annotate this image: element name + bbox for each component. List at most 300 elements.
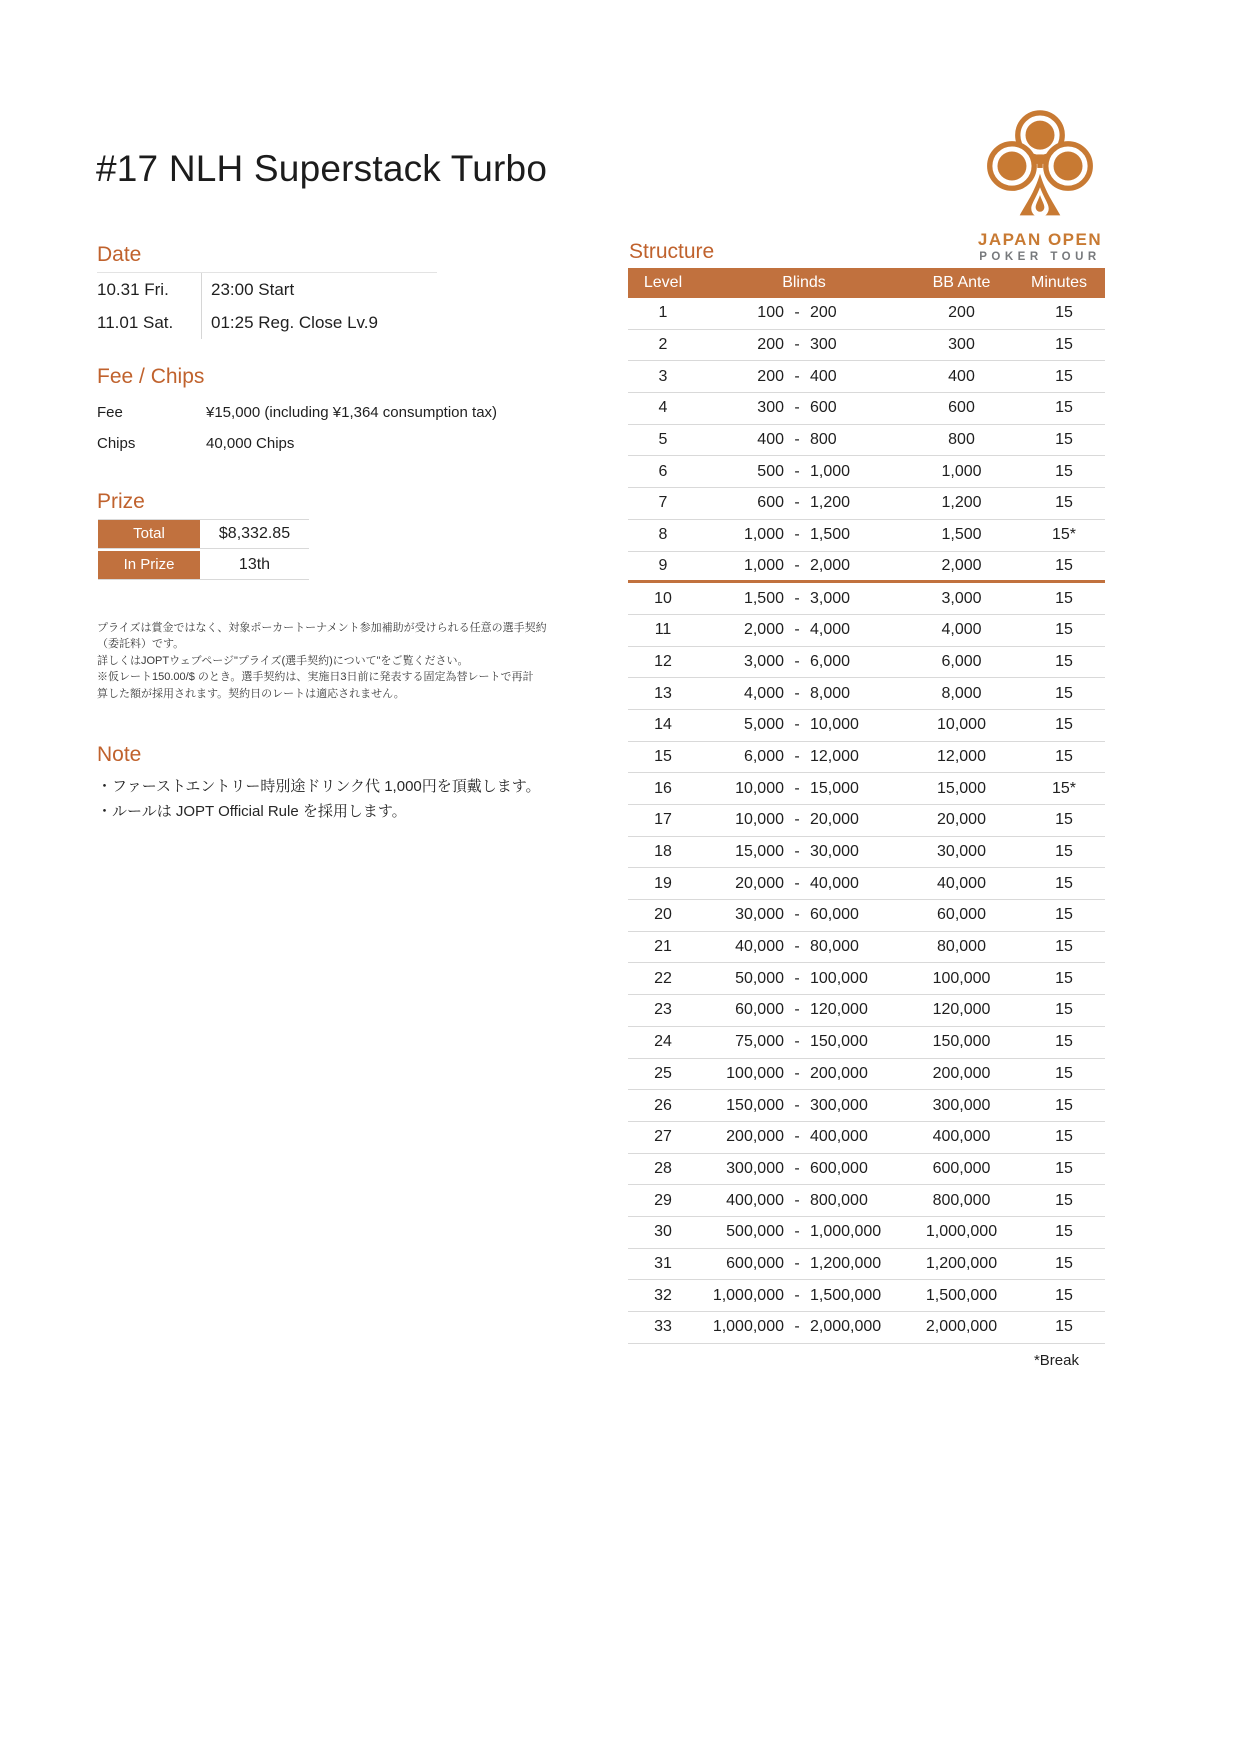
level-cell: 10: [654, 589, 672, 607]
blinds-dash: -: [794, 431, 800, 449]
small-blind: 6,000: [743, 747, 784, 765]
chips-label: Chips: [97, 435, 136, 452]
disclaimer-line: プライズは賞金ではなく、対象ポーカートーナメント参加補助が受けられる任意の選手契約: [97, 622, 547, 634]
blinds-dash: -: [794, 843, 800, 861]
bb-ante-cell: 120,000: [932, 1001, 991, 1019]
column-header-level: Level: [643, 274, 683, 291]
prize-disclaimer: [97, 620, 547, 702]
small-blind: 200,000: [726, 1128, 784, 1146]
structure-level-row: [628, 647, 1105, 679]
bb-ante-cell: 60,000: [937, 906, 986, 924]
blinds-cell: [698, 494, 910, 512]
blinds-cell: [698, 1192, 910, 1210]
minutes-cell: 15: [1055, 1286, 1073, 1304]
blinds-cell: [698, 336, 910, 354]
fee-chips-table: [97, 397, 517, 459]
bb-ante-cell: 2,000: [941, 556, 982, 574]
structure-level-row: [628, 1312, 1105, 1344]
small-blind: 50,000: [735, 969, 784, 987]
blinds-dash: -: [794, 716, 800, 734]
blinds-cell: [698, 526, 910, 544]
structure-level-row: [628, 520, 1105, 552]
bb-ante-cell: 100,000: [932, 969, 991, 987]
minutes-cell: 15: [1055, 938, 1073, 956]
big-blind: 300,000: [810, 1096, 868, 1114]
blinds-dash: -: [794, 938, 800, 956]
blinds-dash: -: [794, 1033, 800, 1051]
fee-value: ¥15,000 (including ¥1,364 consumption tax): [206, 404, 498, 421]
disclaimer-line: （委託料）です。: [97, 638, 185, 651]
blinds-cell: [698, 1287, 910, 1305]
structure-level-row: [628, 1027, 1105, 1059]
blinds-dash: -: [794, 811, 800, 829]
blinds-cell: [698, 1318, 910, 1336]
big-blind: 20,000: [810, 811, 859, 829]
blinds-cell: [698, 875, 910, 893]
level-cell: 24: [654, 1033, 672, 1051]
bb-ante-cell: 40,000: [937, 874, 986, 892]
bb-ante-cell: 600: [948, 399, 975, 417]
bb-ante-cell: 1,000: [941, 462, 982, 480]
small-blind: 1,000: [743, 526, 784, 544]
big-blind: 12,000: [810, 747, 859, 765]
big-blind: 200: [810, 304, 837, 322]
blinds-dash: -: [794, 494, 800, 512]
big-blind: 1,500: [810, 526, 851, 544]
minutes-cell: 15: [1055, 336, 1073, 354]
structure-level-row: [628, 583, 1105, 615]
blinds-dash: -: [794, 336, 800, 354]
bb-ante-cell: 200: [948, 304, 975, 322]
level-cell: 21: [654, 938, 672, 956]
blinds-cell: [698, 463, 910, 481]
small-blind: 200: [757, 336, 784, 354]
bb-ante-cell: 1,500,000: [925, 1286, 998, 1304]
minutes-cell: 15: [1055, 1033, 1073, 1051]
big-blind: 30,000: [810, 843, 859, 861]
bb-ante-cell: 4,000: [941, 621, 982, 639]
structure-level-row: [628, 963, 1105, 995]
big-blind: 400: [810, 367, 837, 385]
level-cell: 33: [654, 1318, 672, 1336]
big-blind: 800,000: [810, 1191, 868, 1209]
small-blind: 200: [757, 367, 784, 385]
structure-level-row: [628, 773, 1105, 805]
structure-level-row: [628, 552, 1105, 584]
structure-level-row: [628, 1059, 1105, 1091]
note-heading: Note: [97, 743, 142, 766]
structure-heading: Structure: [629, 240, 715, 263]
minutes-cell: 15: [1055, 621, 1073, 639]
blinds-cell: [698, 938, 910, 956]
bb-ante-cell: 400,000: [932, 1128, 991, 1146]
level-cell: 9: [658, 556, 668, 574]
level-cell: 1: [658, 304, 668, 322]
structure-level-row: [628, 298, 1105, 330]
bb-ante-cell: 3,000: [941, 589, 982, 607]
level-cell: 6: [658, 462, 668, 480]
blinds-cell: [698, 431, 910, 449]
big-blind: 2,000,000: [810, 1318, 882, 1336]
big-blind: 1,000,000: [810, 1223, 882, 1241]
structure-level-row: [628, 1185, 1105, 1217]
small-blind: 3,000: [743, 652, 784, 670]
structure-level-row: [628, 900, 1105, 932]
bb-ante-cell: 12,000: [937, 747, 986, 765]
blinds-dash: -: [794, 652, 800, 670]
minutes-cell: 15: [1055, 462, 1073, 480]
blinds-cell: [698, 716, 910, 734]
bb-ante-cell: 200,000: [932, 1064, 991, 1082]
small-blind: 40,000: [735, 938, 784, 956]
small-blind: 400,000: [726, 1191, 784, 1209]
blinds-cell: [698, 685, 910, 703]
minutes-cell: 15: [1055, 874, 1073, 892]
blinds-dash: -: [794, 526, 800, 544]
minutes-cell: 15: [1055, 1128, 1073, 1146]
blinds-cell: [698, 780, 910, 798]
blinds-dash: -: [794, 1254, 800, 1272]
small-blind: 1,500: [743, 589, 784, 607]
structure-level-row: [628, 995, 1105, 1027]
note-lines: [97, 774, 557, 824]
big-blind: 200,000: [810, 1064, 868, 1082]
structure-level-row: [628, 1122, 1105, 1154]
minutes-cell: 15: [1055, 843, 1073, 861]
jopt-logo: [968, 106, 1112, 263]
structure-table-body: [628, 298, 1105, 1344]
small-blind: 10,000: [735, 811, 784, 829]
blinds-cell: [698, 843, 910, 861]
column-header-bb-ante: BB Ante: [932, 274, 991, 291]
level-cell: 23: [654, 1001, 672, 1019]
big-blind: 4,000: [810, 621, 851, 639]
blinds-dash: -: [794, 556, 800, 574]
big-blind: 1,200: [810, 494, 851, 512]
date-value: 11.01 Sat.: [97, 312, 174, 332]
level-cell: 8: [658, 526, 668, 544]
level-cell: 26: [654, 1096, 672, 1114]
prize-heading: Prize: [97, 490, 145, 513]
blinds-dash: -: [794, 304, 800, 322]
blinds-cell: [698, 1255, 910, 1273]
level-cell: 32: [654, 1286, 672, 1304]
date-info: 01:25 Reg. Close Lv.9: [201, 306, 437, 339]
blinds-cell: [698, 906, 910, 924]
structure-level-row: [628, 868, 1105, 900]
structure-level-row: [628, 1217, 1105, 1249]
note-line: ・ルールは JOPT Official Rule を採用します。: [97, 803, 407, 820]
bb-ante-cell: 150,000: [932, 1033, 991, 1051]
blinds-cell: [698, 970, 910, 988]
structure-level-row: [628, 456, 1105, 488]
small-blind: 4,000: [743, 684, 784, 702]
minutes-cell: 15: [1055, 431, 1073, 449]
blinds-dash: -: [794, 1223, 800, 1241]
blinds-dash: -: [794, 779, 800, 797]
structure-level-row: [628, 1249, 1105, 1281]
level-cell: 3: [658, 367, 668, 385]
level-cell: 16: [654, 779, 672, 797]
blinds-cell: [698, 304, 910, 322]
prize-inprize-label: In Prize: [98, 551, 200, 579]
blinds-cell: [698, 1128, 910, 1146]
blinds-cell: [698, 1097, 910, 1115]
big-blind: 60,000: [810, 906, 859, 924]
prize-inprize-value: 13th: [238, 556, 271, 573]
small-blind: 400: [757, 431, 784, 449]
small-blind: 15,000: [735, 843, 784, 861]
level-cell: 7: [658, 494, 668, 512]
structure-level-row: [628, 742, 1105, 774]
bb-ante-cell: 800,000: [932, 1191, 991, 1209]
blinds-cell: [698, 748, 910, 766]
minutes-cell: 15: [1055, 969, 1073, 987]
big-blind: 120,000: [810, 1001, 868, 1019]
big-blind: 80,000: [810, 938, 859, 956]
blinds-dash: -: [794, 874, 800, 892]
blinds-dash: -: [794, 1128, 800, 1146]
minutes-cell: 15: [1055, 589, 1073, 607]
big-blind: 15,000: [810, 779, 859, 797]
bb-ante-cell: 10,000: [937, 716, 986, 734]
blinds-cell: [698, 1065, 910, 1083]
blinds-dash: -: [794, 399, 800, 417]
bb-ante-cell: 15,000: [937, 779, 986, 797]
logo-subtitle: POKER TOUR: [979, 251, 1101, 263]
blinds-cell: [698, 399, 910, 417]
fee-chips-heading: Fee / Chips: [97, 365, 205, 388]
level-cell: 17: [654, 811, 672, 829]
bb-ante-cell: 300,000: [932, 1096, 991, 1114]
structure-level-row: [628, 330, 1105, 362]
bb-ante-cell: 1,200,000: [925, 1254, 998, 1272]
small-blind: 1,000,000: [712, 1286, 784, 1304]
big-blind: 6,000: [810, 652, 851, 670]
bb-ante-cell: 600,000: [932, 1159, 991, 1177]
minutes-cell: 15: [1055, 304, 1073, 322]
logo-title: JAPAN OPEN: [977, 230, 1103, 249]
bb-ante-cell: 400: [948, 367, 975, 385]
bb-ante-cell: 30,000: [937, 843, 986, 861]
structure-level-row: [628, 678, 1105, 710]
small-blind: 100,000: [726, 1064, 784, 1082]
prize-total-row: [98, 520, 309, 549]
small-blind: 500: [757, 462, 784, 480]
small-blind: 5,000: [743, 716, 784, 734]
date-value: 10.31 Fri.: [97, 279, 169, 299]
blinds-cell: [698, 1160, 910, 1178]
structure-level-row: [628, 932, 1105, 964]
blinds-dash: -: [794, 1064, 800, 1082]
level-cell: 2: [658, 336, 668, 354]
minutes-cell: 15: [1055, 1254, 1073, 1272]
big-blind: 2,000: [810, 556, 851, 574]
structure-level-row: [628, 805, 1105, 837]
minutes-cell: 15: [1055, 1001, 1073, 1019]
blinds-cell: [698, 653, 910, 671]
level-cell: 29: [654, 1191, 672, 1209]
blinds-cell: [698, 1033, 910, 1051]
blinds-cell: [698, 1223, 910, 1241]
date-row: [97, 306, 437, 339]
bb-ante-cell: 800: [948, 431, 975, 449]
big-blind: 800: [810, 431, 837, 449]
minutes-cell: 15: [1055, 1318, 1073, 1336]
structure-level-row: [628, 1280, 1105, 1312]
small-blind: 300: [757, 399, 784, 417]
big-blind: 1,500,000: [810, 1286, 882, 1304]
level-cell: 5: [658, 431, 668, 449]
disclaimer-line: 算した額が採用されます。契約日のレートは適応されません。: [97, 687, 405, 700]
small-blind: 75,000: [735, 1033, 784, 1051]
minutes-cell: 15: [1055, 652, 1073, 670]
small-blind: 30,000: [735, 906, 784, 924]
small-blind: 100: [757, 304, 784, 322]
level-cell: 19: [654, 874, 672, 892]
bb-ante-cell: 2,000,000: [925, 1318, 998, 1336]
fee-row: [97, 397, 517, 428]
blinds-cell: [698, 368, 910, 386]
bb-ante-cell: 80,000: [937, 938, 986, 956]
minutes-cell: 15: [1055, 684, 1073, 702]
small-blind: 500,000: [726, 1223, 784, 1241]
big-blind: 1,000: [810, 462, 851, 480]
level-cell: 31: [654, 1254, 672, 1272]
blinds-cell: [698, 1001, 910, 1019]
page-title: #17 NLH Superstack Turbo: [96, 148, 548, 189]
blinds-dash: -: [794, 589, 800, 607]
small-blind: 600: [757, 494, 784, 512]
minutes-cell: 15: [1055, 747, 1073, 765]
big-blind: 8,000: [810, 684, 851, 702]
bb-ante-cell: 1,000,000: [925, 1223, 998, 1241]
disclaimer-line: ※仮レート150.00/$ のとき。選手契約は、実施日3日前に発表する固定為替レートで再計: [97, 671, 534, 684]
blinds-cell: [698, 557, 910, 575]
minutes-cell: 15*: [1051, 526, 1077, 544]
chips-row: [97, 428, 517, 459]
minutes-cell: 15: [1055, 1159, 1073, 1177]
small-blind: 1,000: [743, 556, 784, 574]
blinds-dash: -: [794, 906, 800, 924]
structure-level-row: [628, 1154, 1105, 1186]
chips-value: 40,000 Chips: [206, 435, 295, 452]
blinds-dash: -: [794, 684, 800, 702]
small-blind: 300,000: [726, 1159, 784, 1177]
level-cell: 11: [654, 621, 672, 639]
blinds-dash: -: [794, 747, 800, 765]
small-blind: 2,000: [743, 621, 784, 639]
big-blind: 40,000: [810, 874, 859, 892]
minutes-cell: 15: [1055, 494, 1073, 512]
big-blind: 600: [810, 399, 837, 417]
blinds-dash: -: [794, 1318, 800, 1336]
big-blind: 400,000: [810, 1128, 868, 1146]
small-blind: 600,000: [726, 1254, 784, 1272]
minutes-cell: 15: [1055, 556, 1073, 574]
date-heading: Date: [97, 243, 142, 266]
structure-level-row: [628, 615, 1105, 647]
minutes-cell: 15: [1055, 1064, 1073, 1082]
level-cell: 18: [654, 843, 672, 861]
blinds-dash: -: [794, 969, 800, 987]
club-clover-icon: [982, 106, 1098, 228]
prize-table: [98, 519, 309, 582]
level-cell: 30: [654, 1223, 672, 1241]
level-cell: 22: [654, 969, 672, 987]
level-cell: 28: [654, 1159, 672, 1177]
date-info: 23:00 Start: [201, 273, 437, 306]
bb-ante-cell: 20,000: [937, 811, 986, 829]
level-cell: 4: [658, 399, 668, 417]
small-blind: 20,000: [735, 874, 784, 892]
structure-level-row: [628, 393, 1105, 425]
date-row: [97, 273, 437, 306]
minutes-cell: 15: [1055, 399, 1073, 417]
big-blind: 150,000: [810, 1033, 868, 1051]
level-cell: 13: [654, 684, 672, 702]
blinds-dash: -: [794, 462, 800, 480]
level-cell: 12: [654, 652, 672, 670]
blinds-dash: -: [794, 1001, 800, 1019]
minutes-cell: 15: [1055, 1191, 1073, 1209]
minutes-cell: 15: [1055, 906, 1073, 924]
blinds-dash: -: [794, 1191, 800, 1209]
bb-ante-cell: 300: [948, 336, 975, 354]
minutes-cell: 15: [1055, 367, 1073, 385]
structure-level-row: [628, 425, 1105, 457]
blinds-dash: -: [794, 367, 800, 385]
small-blind: 1,000,000: [712, 1318, 784, 1336]
level-cell: 15: [654, 747, 672, 765]
big-blind: 300: [810, 336, 837, 354]
big-blind: 3,000: [810, 589, 851, 607]
bb-ante-cell: 1,200: [941, 494, 982, 512]
blinds-dash: -: [794, 1159, 800, 1177]
big-blind: 100,000: [810, 969, 868, 987]
small-blind: 10,000: [735, 779, 784, 797]
structure-level-row: [628, 837, 1105, 869]
structure-level-row: [628, 1090, 1105, 1122]
blinds-dash: -: [794, 1096, 800, 1114]
level-cell: 14: [654, 716, 672, 734]
level-cell: 20: [654, 906, 672, 924]
blinds-dash: -: [794, 621, 800, 639]
bb-ante-cell: 1,500: [941, 526, 982, 544]
disclaimer-line: 詳しくはJOPTウェブページ"プライズ(選手契約)について"をご覧ください。: [97, 654, 469, 667]
blinds-cell: [698, 590, 910, 608]
bb-ante-cell: 8,000: [941, 684, 982, 702]
minutes-cell: 15: [1055, 1223, 1073, 1241]
small-blind: 60,000: [735, 1001, 784, 1019]
big-blind: 1,200,000: [810, 1254, 882, 1272]
blinds-cell: [698, 621, 910, 639]
blinds-dash: -: [794, 1286, 800, 1304]
blinds-cell: [698, 811, 910, 829]
prize-inprize-row: [98, 551, 309, 580]
structure-table-header: [628, 268, 1105, 298]
level-cell: 27: [654, 1128, 672, 1146]
small-blind: 150,000: [726, 1096, 784, 1114]
structure-level-row: [628, 710, 1105, 742]
fee-label: Fee: [97, 404, 123, 421]
column-header-blinds: Blinds: [782, 274, 826, 291]
structure-level-row: [628, 488, 1105, 520]
break-footnote: *Break: [1033, 1352, 1079, 1369]
column-header-minutes: Minutes: [1030, 274, 1088, 291]
bb-ante-cell: 6,000: [941, 652, 982, 670]
big-blind: 600,000: [810, 1159, 868, 1177]
